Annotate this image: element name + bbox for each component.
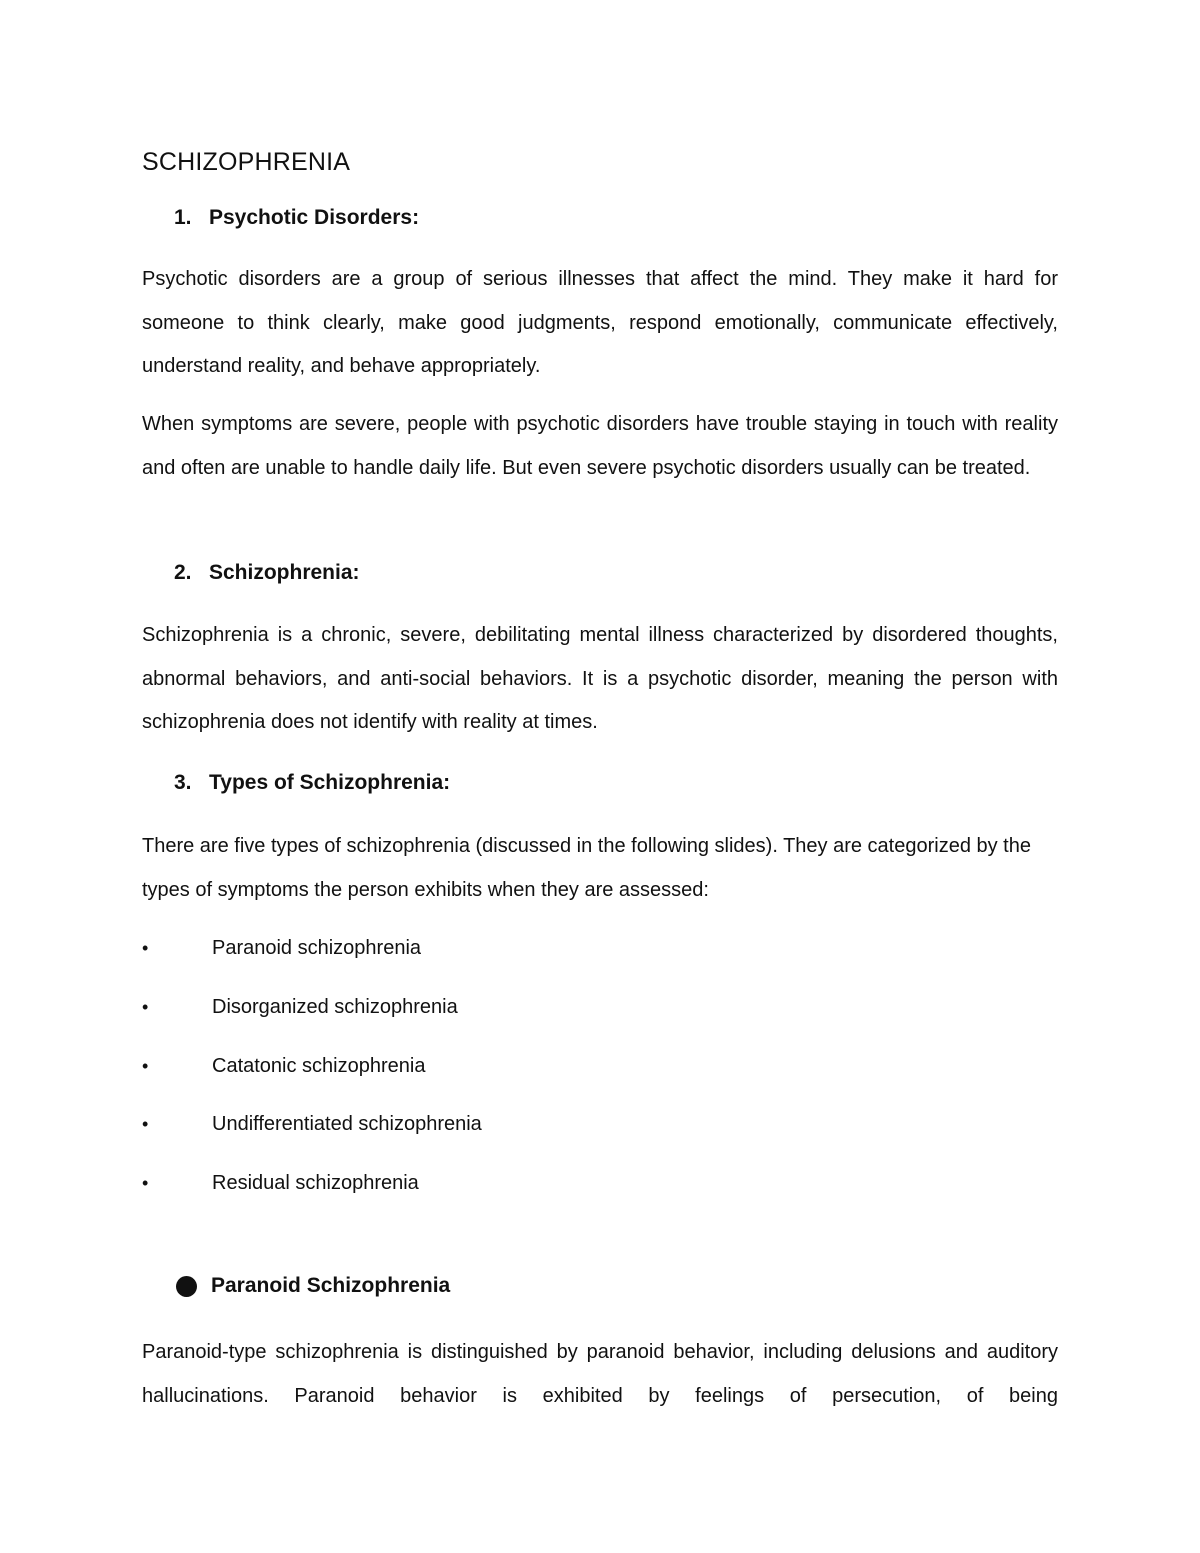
section-number: 3. [174,771,192,794]
bullet-icon: • [142,996,149,1017]
paragraph-schizophrenia-definition: Schizophrenia is a chronic, severe, debilitating mental illness characterized by disordered thoughts, abnormal behaviors, and anti-social behaviors. It is a psychotic disorder, meaning the person with schizophrenia does not identify with reality at times. [142,624,1058,733]
subsection-heading-paranoid [176,1274,450,1298]
list-item-text: Undifferentiated schizophrenia [212,1113,482,1136]
section-heading-types [142,771,450,795]
list-item-text: Paranoid schizophrenia [212,937,422,959]
subsection-heading-text: Paranoid Schizophrenia [211,1274,451,1297]
section-heading-schizophrenia [142,561,360,585]
list-item-text: Residual schizophrenia [212,1172,419,1195]
bullet-icon: • [142,1114,149,1135]
section-heading-text: Psychotic Disorders: [209,206,420,229]
section-heading-text: Types of Schizophrenia: [209,771,451,794]
list-item [142,1047,1058,1106]
list-item-text: Disorganized schizophrenia [212,995,458,1018]
paragraph-psychotic-symptoms: When symptoms are severe, people with psychotic disorders have trouble staying in touch with reality and often are unable to handle daily life. But even severe psychotic disorders usually can be treated. [142,413,1058,479]
list-item [142,929,1058,988]
document-title: SCHIZOPHRENIA [142,148,351,176]
bullet-icon: • [142,938,149,958]
list-item [142,1105,1058,1164]
section-number: 2. [174,561,192,584]
section-heading-psychotic-disorders [142,206,419,230]
paragraph-paranoid-description: Paranoid-type schizophrenia is distinguished by paranoid behavior, including delusions and auditory hallucinations. Paranoid behavior is exhibited by feelings of persecution, of being [142,1341,1058,1407]
paragraph-types-intro: There are five types of schizophrenia (discussed in the following slides). They are categorized by the types of symptoms the person exhibits when they are assessed: [142,835,1031,901]
paragraph-psychotic-definition: Psychotic disorders are a group of serious illnesses that affect the mind. They make it hard for someone to think clearly, make good judgments, respond emotionally, communicate effectively, understand reality, and behave appropriately. [142,268,1058,377]
section-number: 1. [174,206,192,229]
filled-circle-bullet-icon [176,1276,197,1297]
bullet-icon: • [142,1173,149,1194]
bullet-icon: • [142,1055,149,1076]
list-item [142,1164,1058,1223]
section-heading-text: Schizophrenia: [209,561,360,584]
types-bullet-list [142,929,1058,1223]
list-item [142,988,1058,1047]
list-item-text: Catatonic schizophrenia [212,1054,426,1077]
